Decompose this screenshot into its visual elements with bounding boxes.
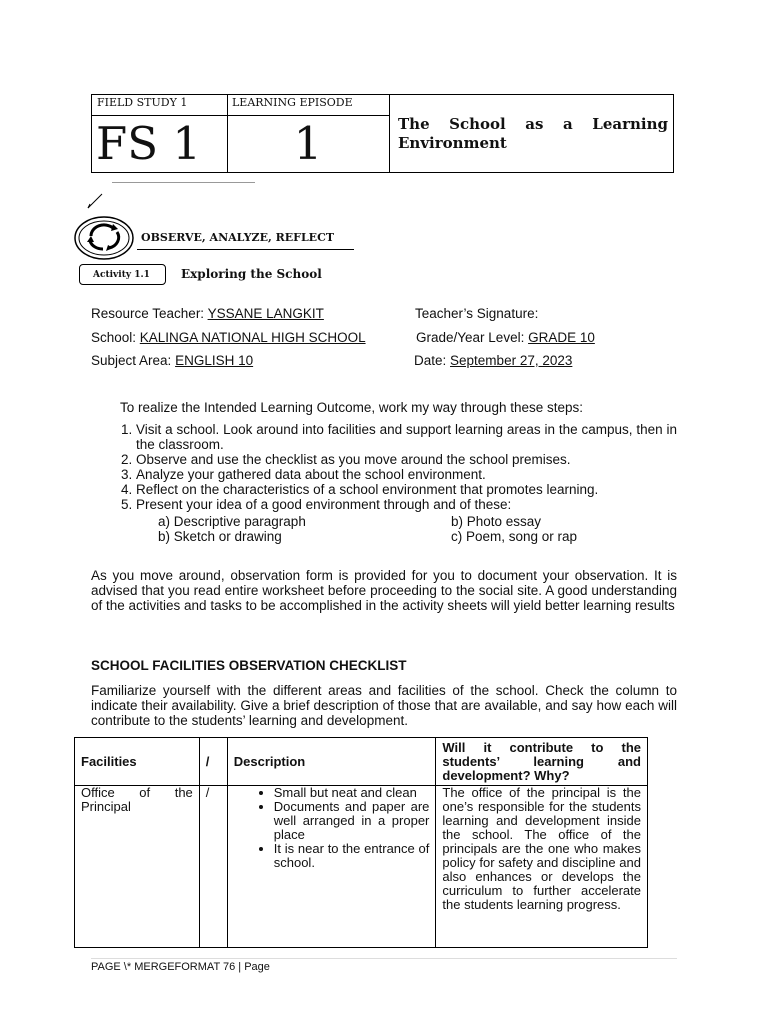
subject-area [91, 353, 253, 368]
field-study-value: FS 1 [96, 117, 201, 170]
field-study-cell [92, 95, 228, 172]
header-table [91, 94, 674, 173]
facilities-checklist-table [74, 737, 648, 948]
page-footer: PAGE \* MERGEFORMAT 76 | Page [91, 961, 270, 973]
checklist-title: SCHOOL FACILITIES OBSERVATION CHECKLIST [91, 658, 407, 673]
facility-cell: Office of the Principal [75, 786, 200, 948]
episode-title-line2: Environment [398, 134, 507, 152]
option-descriptive-paragraph: a) Descriptive paragraph [158, 514, 306, 529]
subject-value: ENGLISH 10 [175, 353, 254, 368]
episode-title [398, 115, 668, 153]
divider [112, 182, 255, 183]
grade-value: GRADE 10 [528, 330, 595, 345]
step-item: 2. Observe and use the checklist as you move around the school premises. [136, 452, 677, 467]
field-study-label: FIELD STUDY 1 [92, 95, 227, 116]
description-item: • Small but neat and clean [274, 786, 430, 800]
signature-label: Teacher’s Signature: [415, 306, 539, 321]
school-value: KALINGA NATIONAL HIGH SCHOOL [139, 330, 366, 345]
steps-list [91, 422, 677, 512]
episode-title-line1: The School as a Learning [398, 115, 668, 133]
school-label: School: [91, 330, 140, 345]
step-item: 1. Visit a school. Look around into facilities and support learning areas in the campus, then in the classroom. [136, 422, 677, 452]
resource-teacher [91, 306, 324, 321]
footer-divider [91, 958, 677, 959]
table-row [75, 786, 648, 948]
school [91, 330, 366, 345]
option-poem: c) Poem, song or rap [451, 529, 578, 544]
grade-level [416, 330, 595, 345]
resource-teacher-value: YSSANE LANGKIT [207, 306, 324, 321]
col-header-facilities: Facilities [75, 738, 200, 786]
contribution-cell: The office of the principal is the one’s responsible for the students learning and development inside the school. The office of the principals are the one who makes policy for safety and discipline and also enhances or develops the curriculum to further accelerate the students learning progress. [436, 786, 648, 948]
col-header-description: Description [227, 738, 436, 786]
date [414, 353, 572, 368]
step-item: 4. Reflect on the characteristics of a school environment that promotes learning. [136, 482, 677, 497]
subject-label: Subject Area: [91, 353, 176, 368]
checklist-instructions: Familiarize yourself with the different areas and facilities of the school. Check the column to indicate their availability. Give a brief description of those that are available, and say how each will contribute to the students’ learning and development. [91, 683, 677, 728]
activity-badge: Activity 1.1 [79, 264, 166, 285]
description-list [234, 786, 430, 870]
step-item: 5. Present your idea of a good environment through and of these: [136, 497, 677, 512]
intro-text: To realize the Intended Learning Outcome, work my way through these steps: [120, 400, 584, 415]
date-label: Date: [414, 353, 451, 368]
table-header-row [75, 738, 648, 786]
step-item: 3. Analyze your gathered data about the school environment. [136, 467, 677, 482]
description-cell [227, 786, 436, 948]
cycle-icon [73, 214, 137, 262]
col-header-contribution: Will it contribute to the students’ learning and development? Why? [436, 738, 648, 786]
option-photo-essay: b) Photo essay [451, 514, 542, 529]
col-header-check: / [199, 738, 227, 786]
pen-icon [86, 190, 106, 210]
episode-value: 1 [293, 117, 323, 170]
description-item: • It is near to the entrance of school. [274, 842, 430, 870]
episode-cell [227, 95, 390, 172]
episode-label: LEARNING EPISODE [227, 95, 389, 116]
resource-teacher-label: Resource Teacher: [91, 306, 208, 321]
date-value: September 27, 2023 [450, 353, 573, 368]
banner-underline [137, 249, 354, 250]
check-cell: / [199, 786, 227, 948]
description-item: • Documents and paper are well arranged in a proper place [274, 800, 430, 842]
section-banner: OBSERVE, ANALYZE, REFLECT [141, 231, 335, 244]
grade-label: Grade/Year Level: [416, 330, 529, 345]
teacher-signature [415, 306, 538, 321]
option-sketch: b) Sketch or drawing [158, 529, 282, 544]
observation-paragraph: As you move around, observation form is provided for you to document your observation. It is advised that you read entire worksheet before proceeding to the social site. A good understanding of the activities and tasks to be accomplished in the activity sheets will yield better learning results [91, 568, 677, 613]
activity-title: Exploring the School [181, 267, 322, 281]
